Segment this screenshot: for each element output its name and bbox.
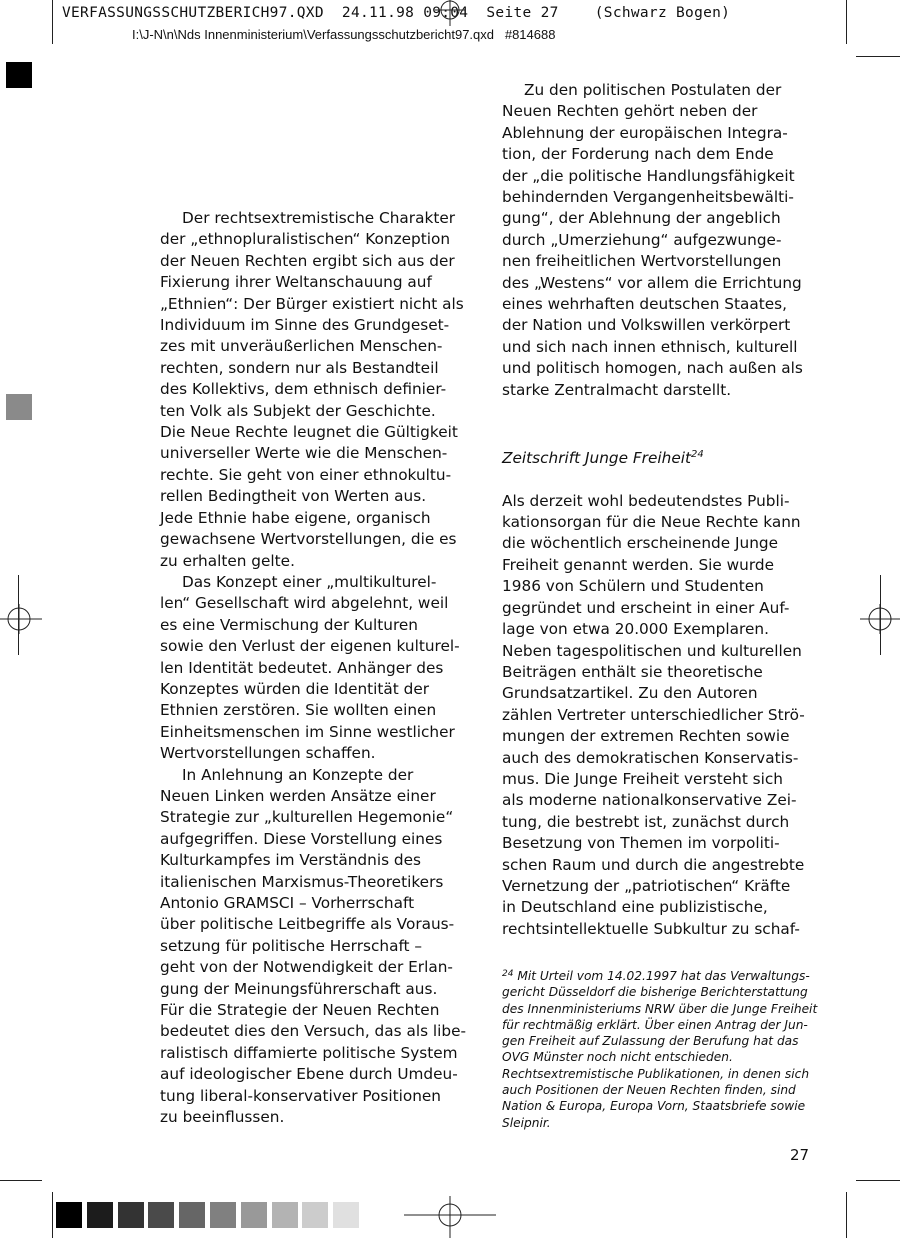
text-line: len Identität bedeutet. Anhänger des xyxy=(160,658,444,677)
crop-mark-bottom-right-v xyxy=(846,1192,847,1238)
text-line: zählen Vertreter unterschiedlicher Strö- xyxy=(502,705,805,724)
text-line: Neuen Rechten gehört neben der xyxy=(502,102,758,121)
text-line: tung liberal-konservativer Positionen xyxy=(160,1086,442,1105)
crop-mark-right-v xyxy=(880,575,881,655)
paragraph xyxy=(160,572,480,765)
text-line: len“ Gesellschaft wird abgelehnt, weil xyxy=(160,594,449,613)
footnote-line: gericht Düsseldorf die bisherige Berichterstattung xyxy=(502,985,808,1000)
text-line: Freiheit genannt werden. Sie wurde xyxy=(502,555,775,574)
text-line: rechte. Sie geht von einer ethnokultu- xyxy=(160,465,452,484)
text-line: gung der Meinungsführerschaft aus. xyxy=(160,979,438,998)
text-line: bedeutet dies den Versuch, das als libe- xyxy=(160,1022,467,1041)
text-line: Kulturkampfes im Verständnis des xyxy=(160,851,422,870)
footnote-line: OVG Münster noch nicht entschieden. xyxy=(502,1050,733,1065)
registration-mark-bottom-icon xyxy=(404,1196,496,1238)
text-line: zu beeinflussen. xyxy=(160,1108,285,1127)
footnote-line: des Innenministeriums NRW über die Junge Freiheit xyxy=(502,1001,818,1016)
text-line: Für die Strategie der Neuen Rechten xyxy=(160,1001,440,1020)
footnote-text: Mit Urteil vom 14.02.1997 hat das Verwaltungs- xyxy=(513,969,810,983)
footnote-line xyxy=(502,966,822,984)
gray-swatch xyxy=(179,1202,205,1228)
gray-swatch xyxy=(56,1202,82,1228)
text-line: mungen der extremen Rechten sowie xyxy=(502,727,790,746)
text-line: als moderne nationalkonservative Zei- xyxy=(502,791,797,810)
text-line: der Nation und Volkswillen verkörpert xyxy=(502,316,791,335)
text-line: schen Raum und durch die angestrebte xyxy=(502,855,805,874)
footnote-number: 24 xyxy=(502,969,514,979)
footnote xyxy=(502,966,822,1131)
text-line: nen freiheitlichen Wertvorstellungen xyxy=(502,252,782,271)
crop-mark-bottom-right-h xyxy=(856,1180,900,1181)
text-line: Vernetzung der „patriotischen“ Kräfte xyxy=(502,876,791,895)
intro-paragraph xyxy=(502,80,832,401)
text-line: auf ideologischer Ebene durch Umdeu- xyxy=(160,1065,458,1084)
text-line: Beiträgen enthält sie theoretische xyxy=(502,662,763,681)
text-line: aufgegriffen. Diese Vorstellung eines xyxy=(160,829,443,848)
text-line: Besetzung von Themen im vorpoliti- xyxy=(502,834,780,853)
text-line: zes mit unveräußerlichen Menschen- xyxy=(160,337,443,356)
text-line: und politisch homogen, nach außen als xyxy=(502,359,803,378)
paragraph xyxy=(160,208,480,572)
registration-mark-top-icon xyxy=(431,0,469,38)
text-line: auch des demokratischen Konservatis- xyxy=(502,748,799,767)
text-line: die wöchentlich erscheinende Junge xyxy=(502,534,779,553)
crop-mark-bottom-left-v xyxy=(52,1192,53,1238)
footnote-line: gen Freiheit auf Zulassung der Berufung hat das xyxy=(502,1034,799,1049)
text-line: eines wehrhaften deutschen Staates, xyxy=(502,295,787,314)
crop-mark-bottom-left-h xyxy=(0,1180,42,1181)
text-line: der „die politische Handlungsfähigkeit xyxy=(502,166,795,185)
page-number: 27 xyxy=(790,1146,810,1164)
gray-swatch xyxy=(87,1202,113,1228)
crop-mark-top-right-v xyxy=(846,0,847,44)
text-line: universeller Werte wie die Menschen- xyxy=(160,444,448,463)
text-line: Ablehnung der europäischen Integra- xyxy=(502,123,788,142)
text-line: rechtsintellektuelle Subkultur zu schaf- xyxy=(502,919,800,938)
gray-swatch xyxy=(241,1202,267,1228)
file-path-line: I:\J-N\n\Nds Innenministerium\Verfassungsschutzbericht97.qxd #814688 xyxy=(132,27,556,42)
print-slug: VERFASSUNGSSCHUTZBERICH97.QXD 24.11.98 09:04 Seite 27 (Schwarz Bogen) xyxy=(62,5,731,21)
section-heading-text: Zeitschrift Junge Freiheit xyxy=(502,448,691,467)
text-line: Ethnien zerstören. Sie wollten einen xyxy=(160,701,437,720)
paragraph xyxy=(160,765,480,1129)
footnote-line: Nation & Europa, Europa Vorn, Staatsbriefe sowie xyxy=(502,1099,806,1114)
right-text-column xyxy=(502,80,832,940)
footnote-line: Sleipnir. xyxy=(502,1115,551,1130)
text-line: Der rechtsextremistische Charakter xyxy=(182,209,456,227)
section-heading xyxy=(502,444,832,469)
text-line: Konzeptes würden die Identität der xyxy=(160,679,430,698)
registration-mark-left-icon xyxy=(0,600,38,638)
gray-swatch xyxy=(302,1202,328,1228)
crop-mark-top-right-h xyxy=(856,56,900,57)
text-line: der Neuen Rechten ergibt sich aus der xyxy=(160,251,455,270)
text-line: durch „Umerziehung“ aufgezwunge- xyxy=(502,230,782,249)
text-line: Einheitsmenschen im Sinne westlicher xyxy=(160,722,455,741)
text-line: tion, der Forderung nach dem Ende xyxy=(502,145,774,164)
gray-swatch xyxy=(272,1202,298,1228)
crop-mark-top-left-v xyxy=(52,0,53,44)
black-edge-square xyxy=(6,62,32,88)
text-line: ten Volk als Subjekt der Geschichte. xyxy=(160,401,436,420)
gray-swatch xyxy=(148,1202,174,1228)
text-line: Strategie zur „kulturellen Hegemonie“ xyxy=(160,808,454,827)
gray-swatch xyxy=(118,1202,144,1228)
text-line: gegründet und erscheint in einer Auf- xyxy=(502,598,790,617)
text-line: rechten, sondern nur als Bestandteil xyxy=(160,358,439,377)
text-line: Grundsatzartikel. Zu den Autoren xyxy=(502,684,758,703)
text-line: setzung für politische Herrschaft – xyxy=(160,936,423,955)
text-line: und sich nach innen ethnisch, kulturell xyxy=(502,337,798,356)
text-line: gewachsene Wertvorstellungen, die es xyxy=(160,530,457,549)
text-line: Jede Ethnie habe eigene, organisch xyxy=(160,508,431,527)
gray-edge-square xyxy=(6,394,32,420)
text-line: Neben tagespolitischen und kulturellen xyxy=(502,641,802,660)
text-line: gung“, der Ablehnung der angeblich xyxy=(502,209,781,228)
text-line: Die Neue Rechte leugnet die Gültigkeit xyxy=(160,423,458,442)
text-line: In Anlehnung an Konzepte der xyxy=(182,765,414,784)
footnote-line: Rechtsextremistische Publikationen, in denen sich xyxy=(502,1066,810,1081)
text-line: starke Zentralmacht darstellt. xyxy=(502,380,732,399)
left-text-column xyxy=(160,208,480,1128)
text-line: mus. Die Junge Freiheit versteht sich xyxy=(502,769,784,788)
text-line: Das Konzept einer „multikulturel- xyxy=(182,572,437,591)
text-line: ralistisch diffamierte politische System xyxy=(160,1043,458,1062)
grayscale-control-strip xyxy=(56,1202,364,1228)
footnote-line: für rechtmäßig erklärt. Über einen Antrag der Jun- xyxy=(502,1017,808,1032)
text-line: Als derzeit wohl bedeutendstes Publi- xyxy=(502,491,790,510)
text-line: der „ethnopluralistischen“ Konzeption xyxy=(160,230,451,249)
text-line: tung, die bestrebt ist, zunächst durch xyxy=(502,812,790,831)
footnote-reference: 24 xyxy=(691,448,704,460)
text-line: rellen Bedingtheit von Werten aus. xyxy=(160,487,427,506)
text-line: Fixierung ihrer Weltanschauung auf xyxy=(160,273,432,292)
text-line: behindernden Vergangenheitsbewälti- xyxy=(502,188,794,207)
text-line: in Deutschland eine publizistische, xyxy=(502,898,768,917)
text-line: Zu den politischen Postulaten der xyxy=(524,81,782,99)
text-line: Neuen Linken werden Ansätze einer xyxy=(160,786,436,805)
text-line: sowie den Verlust der eigenen kulturel- xyxy=(160,637,460,656)
text-line: Wertvorstellungen schaffen. xyxy=(160,744,376,763)
text-line: kationsorgan für die Neue Rechte kann xyxy=(502,513,801,532)
text-line: über politische Leitbegriffe als Voraus- xyxy=(160,915,455,934)
text-line: lage von etwa 20.000 Exemplaren. xyxy=(502,620,769,639)
text-line: Antonio GRAMSCI – Vorherrschaft xyxy=(160,894,415,912)
footnote-line: auch Positionen der Neuen Rechten finden, sind xyxy=(502,1083,796,1098)
text-line: geht von der Notwendigkeit der Erlan- xyxy=(160,958,453,977)
text-line: des Kollektivs, dem ethnisch definier- xyxy=(160,380,447,399)
crop-mark-left-v xyxy=(18,575,19,655)
gray-swatch xyxy=(210,1202,236,1228)
gray-swatch xyxy=(333,1202,359,1228)
text-line: es eine Vermischung der Kulturen xyxy=(160,615,419,634)
body-paragraph xyxy=(502,491,832,941)
text-line: italienischen Marxismus-Theoretikers xyxy=(160,872,444,891)
text-line: „Ethnien“: Der Bürger existiert nicht als xyxy=(160,294,464,313)
text-line: 1986 von Schülern und Studenten xyxy=(502,577,764,596)
text-line: des „Westens“ vor allem die Errichtung xyxy=(502,273,802,292)
text-line: zu erhalten gelte. xyxy=(160,551,295,570)
text-line: Individuum im Sinne des Grundgeset- xyxy=(160,316,450,335)
